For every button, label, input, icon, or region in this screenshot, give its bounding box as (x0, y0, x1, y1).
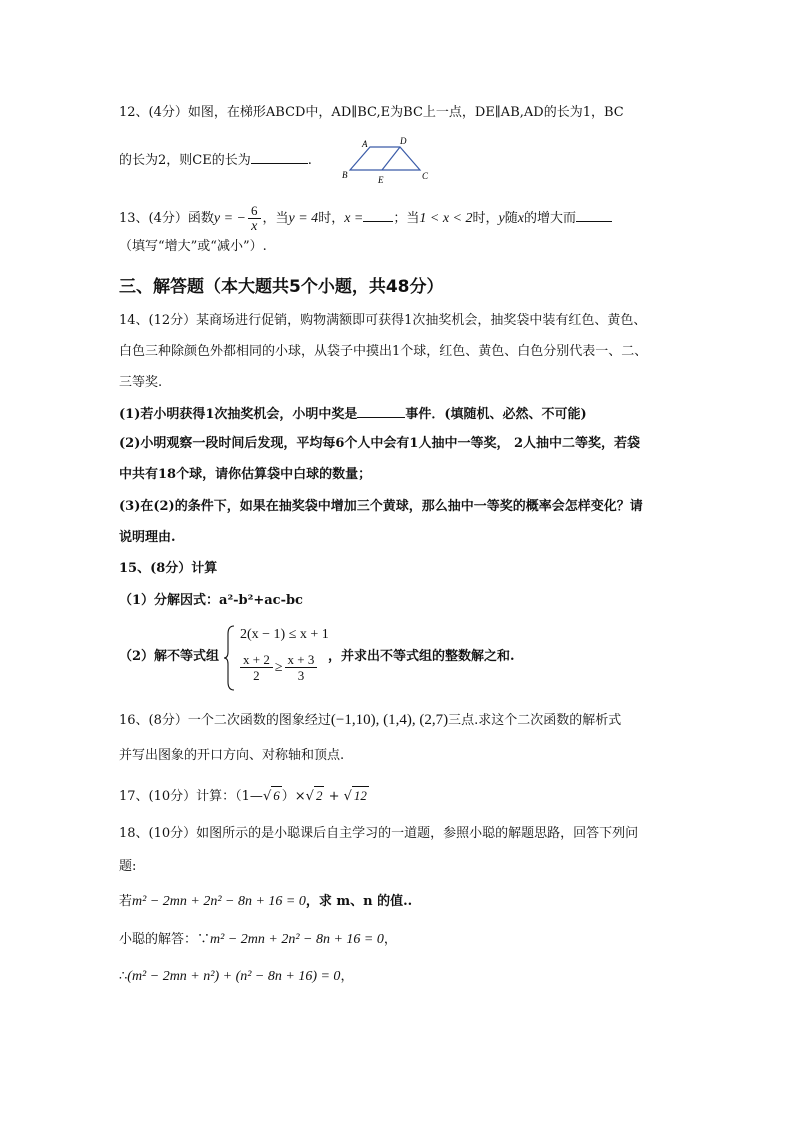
q17-r2: 2 (315, 788, 323, 803)
q17-r1: 6 (273, 788, 280, 803)
q15-p2-end: ，并求出不等式组的整数解之和. (328, 649, 515, 664)
q18-eq2: m² − 2mn + 2n² − 8n + 16 = 0 (210, 932, 384, 947)
q16-l1 (119, 711, 621, 730)
q12-answer-blank (251, 150, 308, 164)
label-b: B (342, 170, 348, 180)
q16-l1-a: 16、(8分）一个二次函数的图象经过 (119, 713, 331, 728)
q17-a: 17、(10分）计算：（1— (119, 789, 263, 804)
q13-fraction (248, 203, 261, 234)
label-a: A (362, 139, 368, 149)
q14-p1-b: 事件．(填随机、必然、不可能) (405, 407, 587, 422)
q15-title: 15、(8分）计算 (119, 561, 218, 576)
q14-l1: 14、(12分）某商场进行促销，购物满额即可获得1次抽奖机会，抽奖袋中装有红色、黄色、 (119, 313, 647, 328)
q13-blank2 (576, 208, 612, 222)
q17-b: ）× (281, 789, 306, 804)
q13-h: x (517, 211, 524, 226)
q13-f: y (498, 211, 505, 226)
q15-f2d: 3 (297, 668, 305, 683)
q15-ineq2 (238, 652, 319, 683)
q16-points: (−1,10), (1,4), (2,7) (330, 712, 449, 728)
q18-l2: 题: (119, 859, 137, 874)
q16-l1-b: 三点.求这个二次函数的解析式 (448, 713, 622, 728)
trapezoid-figure (340, 135, 430, 185)
q14-p3-l2: 说明理由. (119, 530, 176, 545)
q18-l1: 18、(10分）如图所示的是小聪课后自主学习的一道题，参照小聪的解题思路，回答下列问 (119, 826, 639, 841)
q18-l3-b: ，求 m、n 的值.. (305, 894, 413, 909)
q12-line2-text: 的长为2，则CE的长为 (119, 153, 251, 168)
q14-p3-l1: (3)在(2)的条件下，如果在抽奖袋中增加三个黄球，那么抽中一等奖的概率会怎样变化？请 (119, 499, 643, 514)
label-c: C (422, 171, 429, 181)
label-e: E (378, 175, 384, 185)
q13-line2: （填写“增大”或“减小”）. (119, 239, 267, 254)
q16-l2: 并写出图象的开口方向、对称轴和顶点. (119, 748, 345, 763)
q14-blank (357, 404, 405, 418)
q18-l5-a: ∴ (119, 969, 128, 984)
q17-r3: 12 (353, 788, 367, 803)
q14-l3: 三等奖. (119, 375, 163, 390)
q15-f1d: 2 (253, 668, 260, 683)
q13-a: 13、(4分）函数 (119, 211, 214, 226)
q18-l4 (119, 931, 397, 949)
q18-eq3: (m² − 2mn + n²) + (n² − 8n + 16) = 0 (127, 969, 341, 984)
q12-line2 (119, 150, 312, 170)
brace (224, 624, 236, 692)
q18-l4-b: ， (383, 932, 397, 947)
q18-l5 (119, 968, 353, 986)
q12-line2-end: . (307, 153, 312, 168)
label-d: D (400, 136, 407, 146)
q13-blank1 (363, 208, 393, 222)
q18-l4-a: 小聪的解答：∵ (119, 932, 211, 947)
q17: 17、(10分）计算：（1—√ 6 ）×√ 2 + √ 12 (119, 788, 367, 804)
q14-p2-l1: (2)小明观察一段时间后发现，平均每6个人中会有1人抽中一等奖， 2人抽中二等奖，若袋 (119, 436, 641, 451)
q17-c: + (324, 789, 344, 804)
q15-frac1 (240, 652, 273, 683)
q13-i: 的增大而 (523, 211, 576, 226)
q18-eq1: m² − 2mn + 2n² − 8n + 16 = 0 (132, 894, 306, 909)
q13-d: ；当 (393, 211, 420, 226)
q13-cond: y = 4 (288, 211, 319, 226)
q13-g: 随 (504, 211, 518, 226)
q13-num: 6 (248, 203, 261, 219)
q14-p2-l2: 中共有18个球，请你估算袋中白球的数量； (119, 467, 372, 482)
q15-geq: ≥ (274, 659, 283, 675)
q15-f2n: x + 3 (285, 652, 318, 668)
q13-range: 1 < x < 2 (419, 211, 473, 226)
q13-line1 (119, 203, 612, 234)
q15-f1n: x + 2 (240, 652, 273, 668)
q13-y-eq: y = − (213, 211, 246, 226)
q15-ineq1: 2(x − 1) ≤ x + 1 (240, 627, 329, 642)
q15-frac2 (285, 652, 318, 683)
q12-line1: 12、(4分）如图，在梯形ABCD中，AD∥BC,E为BC上一点，DE∥AB,AD的长为1，BC (119, 105, 624, 120)
q15-p2-label: （2）解不等式组 (119, 649, 220, 664)
q13-c: 时， (318, 211, 345, 226)
section-title: 三、解答题（本大题共5个小题，共48分） (119, 277, 444, 297)
q14-p1 (119, 404, 587, 424)
q13-den: x (251, 219, 258, 234)
q14-p1-a: (1)若小明获得1次抽奖机会，小明中奖是 (119, 407, 358, 422)
q18-l5-b: ， (340, 969, 354, 984)
q14-l2: 白色三种除颜色外都相同的小球，从袋子中摸出1个球，红色、黄色、白色分别代表一、二、 (119, 344, 648, 359)
q13-x-eq: x = (344, 211, 364, 226)
segment-de (382, 147, 400, 170)
q18-l3 (119, 893, 412, 911)
q13-e: 时， (472, 211, 499, 226)
q13-b: ，当 (262, 211, 289, 226)
q15-p1: （1）分解因式：a²-b²+ac-bc (119, 593, 303, 608)
q18-l3-a: 若 (119, 894, 133, 909)
